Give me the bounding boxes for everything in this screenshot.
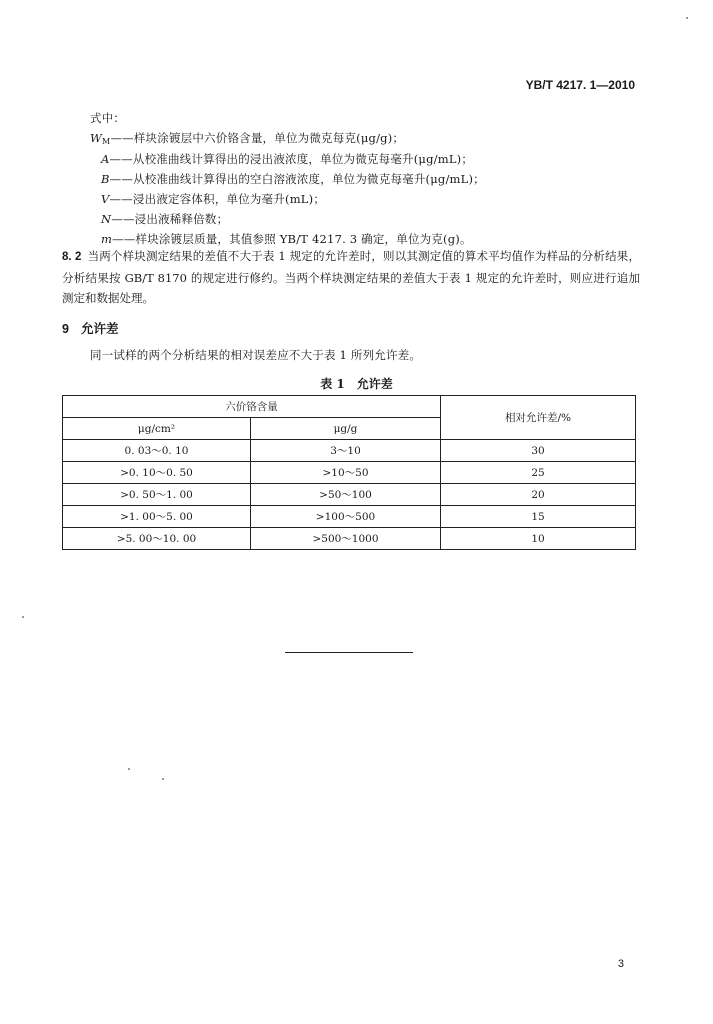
legend-text: 从校准曲线计算得出的空白溶液浓度，单位为微克每毫升(μg/mL)； <box>133 172 485 186</box>
area-cell: 0. 03～0. 10 <box>63 440 251 462</box>
legend-dash: —— <box>109 172 134 186</box>
tolerance-cell: 15 <box>441 506 636 528</box>
legend-symbol: W <box>90 131 103 145</box>
formula-intro: 式中： <box>90 111 126 125</box>
area-cell: >5. 00～10. 00 <box>63 528 251 550</box>
scan-speck <box>22 616 24 618</box>
table-row <box>63 484 636 506</box>
table-row <box>63 528 636 550</box>
mass-cell: 3～10 <box>251 440 441 462</box>
legend-dash: —— <box>110 131 134 145</box>
legend-text: 浸出液稀释倍数； <box>134 212 229 226</box>
legend-dash: —— <box>112 232 136 246</box>
table-row <box>63 506 636 528</box>
mass-unit-header: μg/g <box>251 418 441 440</box>
page-number: 3 <box>617 958 624 970</box>
legend-item-a <box>101 151 473 167</box>
scan-speck <box>162 778 164 780</box>
table-row <box>63 462 636 484</box>
section-9-heading <box>62 319 118 337</box>
tolerance-cell: 20 <box>441 484 636 506</box>
tolerance-cell: 30 <box>441 440 636 462</box>
area-cell: >0. 10～0. 50 <box>63 462 251 484</box>
mass-cell: >500～1000 <box>251 528 441 550</box>
table-header-row <box>63 396 636 418</box>
tolerance-cell: 10 <box>441 528 636 550</box>
legend-text: 浸出液定容体积，单位为毫升(mL)； <box>132 192 326 206</box>
legend-subscript: M <box>102 137 111 146</box>
scan-speck <box>686 17 688 19</box>
legend-item-b <box>101 171 485 187</box>
scan-speck <box>128 768 130 770</box>
clause-8-2 <box>62 246 640 309</box>
clause-text: 当两个样块测定结果的差值不大于表 1 规定的允许差时，则以其测定值的算术平均值作为样品的分析结果，分析结果按 GB/T 8170 的规定进行修约。当两个样块测定结果的差值大于表 1 规定的允许差时，则应进行追加测定和数据处理。 <box>62 249 640 305</box>
end-rule <box>285 652 413 653</box>
tolerance-table <box>62 395 636 550</box>
legend-item-m <box>101 231 472 247</box>
table-row <box>63 440 636 462</box>
area-unit-header: μg/cm² <box>63 418 251 440</box>
legend-symbol: V <box>101 192 110 206</box>
tolerance-header: 相对允许差/% <box>441 396 636 440</box>
area-cell: >0. 50～1. 00 <box>63 484 251 506</box>
legend-symbol: N <box>101 212 112 226</box>
section-number: 9 <box>62 322 69 336</box>
legend-text: 样块涂镀层质量，其值参照 YB/T 4217. 3 确定，单位为克(g)。 <box>135 232 472 246</box>
legend-symbol: A <box>101 152 110 166</box>
tolerance-cell: 25 <box>441 462 636 484</box>
mass-cell: >10～50 <box>251 462 441 484</box>
legend-dash: —— <box>109 152 133 166</box>
legend-item-v <box>101 191 325 207</box>
legend-item-n <box>101 211 228 227</box>
section-title: 允许差 <box>80 321 119 336</box>
area-cell: >1. 00～5. 00 <box>63 506 251 528</box>
mass-cell: >50～100 <box>251 484 441 506</box>
mass-cell: >100～500 <box>251 506 441 528</box>
table-caption: 表 1 允许差 <box>320 377 393 391</box>
section-9-text: 同一试样的两个分析结果的相对误差应不大于表 1 所列允许差。 <box>90 348 422 362</box>
legend-text: 样块涂镀层中六价铬含量，单位为微克每克(μg/g)； <box>133 131 405 145</box>
legend-dash: —— <box>109 192 133 206</box>
legend-symbol: B <box>101 172 110 186</box>
group-header: 六价铬含量 <box>63 396 441 418</box>
legend-item-wm <box>90 130 404 146</box>
legend-dash: —— <box>111 212 135 226</box>
clause-number: 8. 2 <box>62 251 82 263</box>
legend-symbol: m <box>101 232 113 246</box>
standard-number: YB/T 4217. 1—2010 <box>525 78 635 92</box>
legend-text: 从校准曲线计算得出的浸出液浓度，单位为微克每毫升(μg/mL)； <box>132 152 474 166</box>
